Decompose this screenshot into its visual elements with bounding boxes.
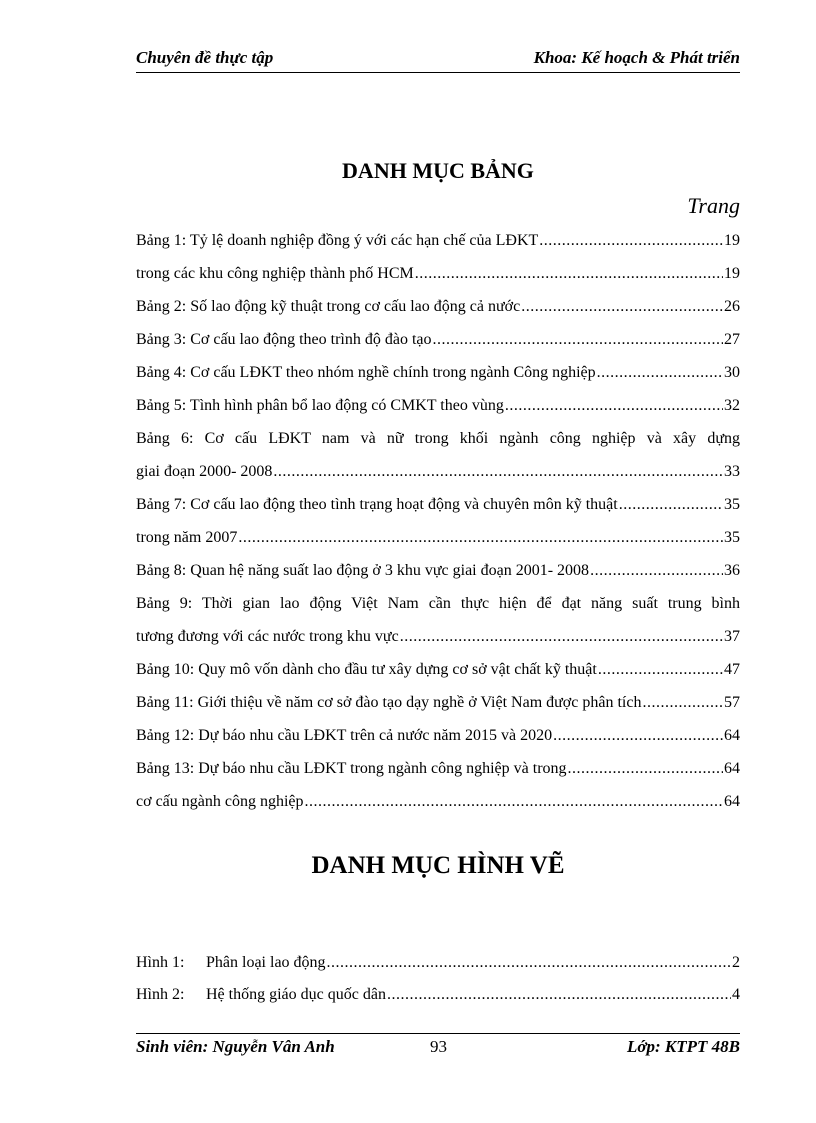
toc-entry: Hình 2: Hệ thống giáo dục quốc dân ..... 4: [136, 982, 740, 1014]
toc-entry: giai đoạn 2000- 2008 ..... 33: [136, 459, 740, 492]
toc-entry: Hình 1: Phân loại lao động ..... 2: [136, 950, 740, 982]
toc-entry: Bảng 3: Cơ cấu lao động theo trình độ đào tạo ..... 27: [136, 327, 740, 360]
toc-entry: Bảng 5: Tình hình phân bổ lao động có CMKT theo vùng ..... 32: [136, 393, 740, 426]
figures-list: [136, 950, 740, 1014]
toc-entry: Bảng 4: Cơ cấu LĐKT theo nhóm nghề chính trong ngành Công nghiệp ..... 30: [136, 360, 740, 393]
page-footer: [136, 1037, 740, 1061]
header-divider: [136, 72, 740, 73]
toc-entry: Bảng 9: Thời gian lao động Việt Nam cần thực hiện để đạt năng suất trung bình: [136, 595, 740, 612]
toc-entry: Bảng 7: Cơ cấu lao động theo tình trạng hoạt động và chuyên môn kỹ thuật ..... 35: [136, 492, 740, 525]
page-column-label: Trang: [687, 193, 740, 218]
footer-page-number: 93: [430, 1037, 447, 1056]
toc-entry: Bảng 11: Giới thiệu về năm cơ sở đào tạo dạy nghề ở Việt Nam được phân tích ..... 57: [136, 690, 740, 723]
toc-entry: Bảng 2: Số lao động kỹ thuật trong cơ cấu lao động cả nước ..... 26: [136, 294, 740, 327]
tables-list: [136, 228, 740, 822]
figures-list-title: DANH MỤC HÌNH VẼ: [311, 852, 565, 879]
page-header: [136, 48, 740, 72]
footer-class: Lớp: KTPT 48B: [627, 1037, 740, 1056]
toc-entry: cơ cấu ngành công nghiệp ..... 64: [136, 789, 740, 822]
toc-entry: tương đương với các nước trong khu vực ..... 37: [136, 624, 740, 657]
header-right: Khoa: Kế hoạch & Phát triển: [533, 48, 740, 67]
tables-list-title: DANH MỤC BẢNG: [342, 158, 534, 183]
toc-entry: Bảng 1: Tỷ lệ doanh nghiệp đồng ý với các hạn chế của LĐKT ..... 19: [136, 228, 740, 261]
footer-student: Sinh viên: Nguyễn Vân Anh: [136, 1037, 335, 1056]
toc-entry: trong các khu công nghiệp thành phố HCM ..... 19: [136, 261, 740, 294]
toc-entry: Bảng 10: Quy mô vốn dành cho đầu tư xây dựng cơ sở vật chất kỹ thuật ..... 47: [136, 657, 740, 690]
toc-entry: Bảng 12: Dự báo nhu cầu LĐKT trên cả nước năm 2015 và 2020 ..... 64: [136, 723, 740, 756]
toc-entry: Bảng 8: Quan hệ năng suất lao động ở 3 khu vực giai đoạn 2001- 2008 ..... 36: [136, 558, 740, 591]
footer-divider: [136, 1033, 740, 1034]
toc-entry: Bảng 6: Cơ cấu LĐKT nam và nữ trong khối ngành công nghiệp và xây dựng: [136, 430, 740, 447]
toc-entry: Bảng 13: Dự báo nhu cầu LĐKT trong ngành công nghiệp và trong ..... 64: [136, 756, 740, 789]
toc-entry: trong năm 2007 ..... 35: [136, 525, 740, 558]
header-left: Chuyên đề thực tập: [136, 48, 274, 67]
